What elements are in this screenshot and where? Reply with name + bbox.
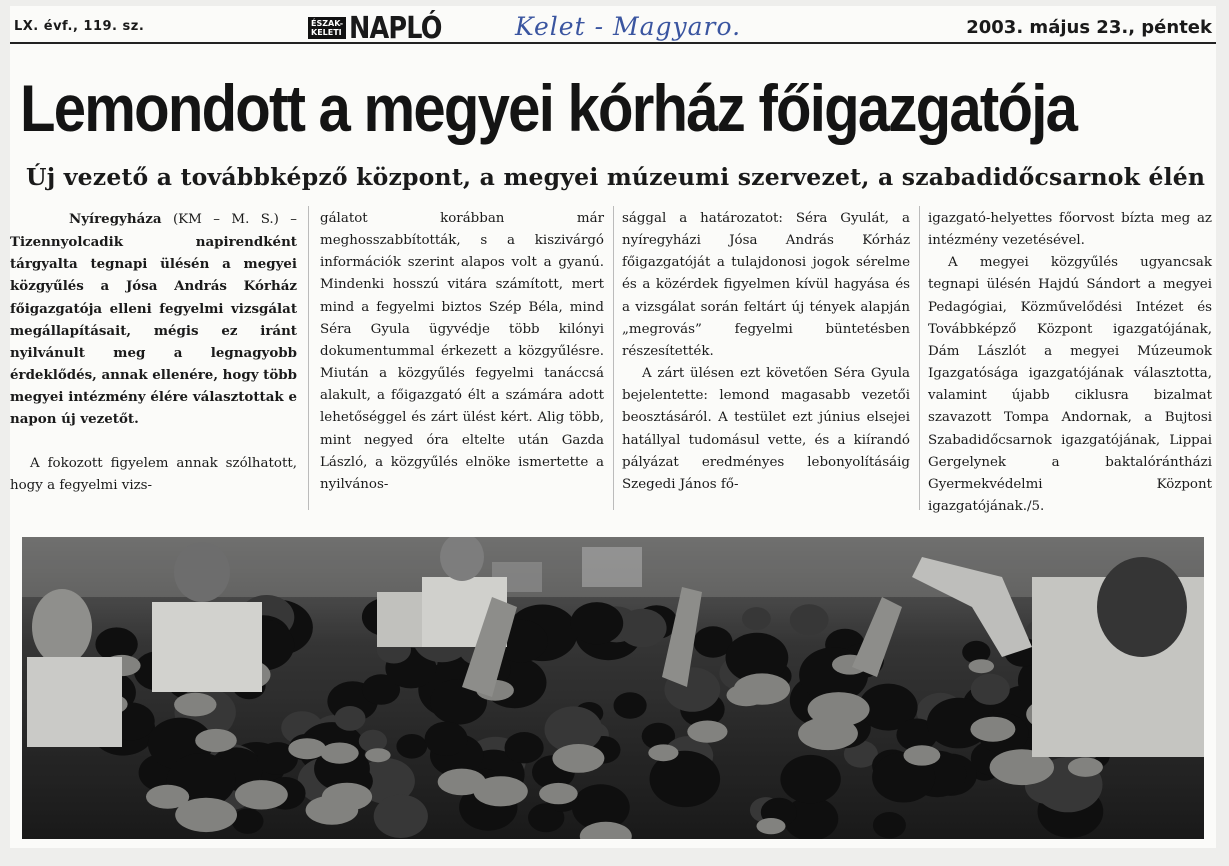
lead-text: Tizennyolcadik napirendként tárgyalta tegnapi ülésén a megyei közgyűlés a Jósa András Kórház főigazgatója elleni fegyelmi vizsgálat megállapításait, mégis ez iránt nyilvánult meg a legnagyobb érdeklődés, annak ellenére, hogy több megyei intézmény élére választottak e napon új vezetőt. — [10, 234, 297, 428]
subheadline: Új vezető a továbbképző központ, a megyei múzeumi szervezet, a szabadidőcsarnok élén — [26, 163, 1206, 191]
publication-date: 2003. május 23., péntek — [966, 17, 1212, 38]
byline: (KM – M. S.) – — [161, 212, 297, 227]
body-text: sággal a határozatot: Séra Gyulát, a nyíregyházi Jósa András Kórház főigazgatóját a tulajdonosi jogok sérelme és a közérdek figyelmen kívül hagyása és a vizsgálat során feltárt új tények alapján „megrovás” fegyelmi büntetésben részesítették. — [622, 211, 910, 359]
headline: Lemondott a megyei kórház főigazgatója — [20, 71, 1077, 145]
crowd-photo — [22, 537, 1204, 839]
column-rule — [613, 206, 614, 510]
lead-paragraph — [10, 208, 297, 431]
column-1 — [10, 208, 297, 497]
body-paragraph-3: A megyei közgyűlés ugyancsak tegnapi ülésén Hajdú Sándort a megyei Pedagógiai, Közművelődési Intézet és Továbbképző Központ igazgatójának, Dám Lászlót a megyei Múzeumok Igazgatósága igazgatójának választotta, valamint újabb ciklusra bizalmat szavazott Tompa Andornak, a Bujtosi Szabadidőcsarnok igazgatójának, Lippai Gergelynek a baktalórántházi Gyermekvédelmi Központ igazgatójának./5. — [928, 255, 1212, 515]
issue-number: LX. évf., 119. sz. — [14, 19, 145, 34]
newspaper-logo — [308, 10, 458, 46]
column-3 — [622, 208, 910, 496]
column-2 — [320, 208, 604, 496]
body-text: A zárt ülésen ezt követően Séra Gyula bejelentette: lemond magasabb vezetői beosztásáról. A testület ezt június elsejei hatállyal tudomásul vette, és a kiírandó pályázat eredményes lebonyolításáig Szegedi János fő- — [622, 366, 910, 492]
logo-small-text: ÉSZAK- KELETI — [308, 17, 346, 39]
masthead — [10, 6, 1216, 44]
logo-name: NAPLÓ — [349, 10, 442, 46]
body-text: gálatot korábban már meghosszabbították, s a kiszivárgó információk szerint alapos volt a gyanú. Mindenki hosszú vitára számított, mert mind a fegyelmi biztos Szép Béla, mind Séra Gyula ügyvédje több kilónyi dokumentummal érkezett a közgyűlésre. Miután a közgyűlés fegyelmi tanáccsá alakult, a főigazgató élt a számára adott lehetőséggel és zárt ülést kért. Alig több, mint negyed óra elteltе után Gazda László, a közgyűlés elnöke ismertette a nyilvános- — [320, 211, 604, 492]
newspaper-clipping — [10, 6, 1216, 848]
column-4 — [928, 208, 1212, 518]
crowd-photo-image — [22, 537, 1204, 839]
column-rule — [919, 206, 920, 510]
body-paragraph-start: A fokozott figyelem annak szólhatott, hogy a fegyelmi vizs- — [10, 455, 297, 493]
dateline: Nyíregyháza — [69, 211, 162, 227]
body-text: igazgató-helyettes főorvost bízta meg az intézmény vezetésével. — [928, 211, 1212, 249]
column-rule — [308, 206, 309, 510]
handwritten-note: Kelet - Magyaro. — [515, 12, 742, 41]
